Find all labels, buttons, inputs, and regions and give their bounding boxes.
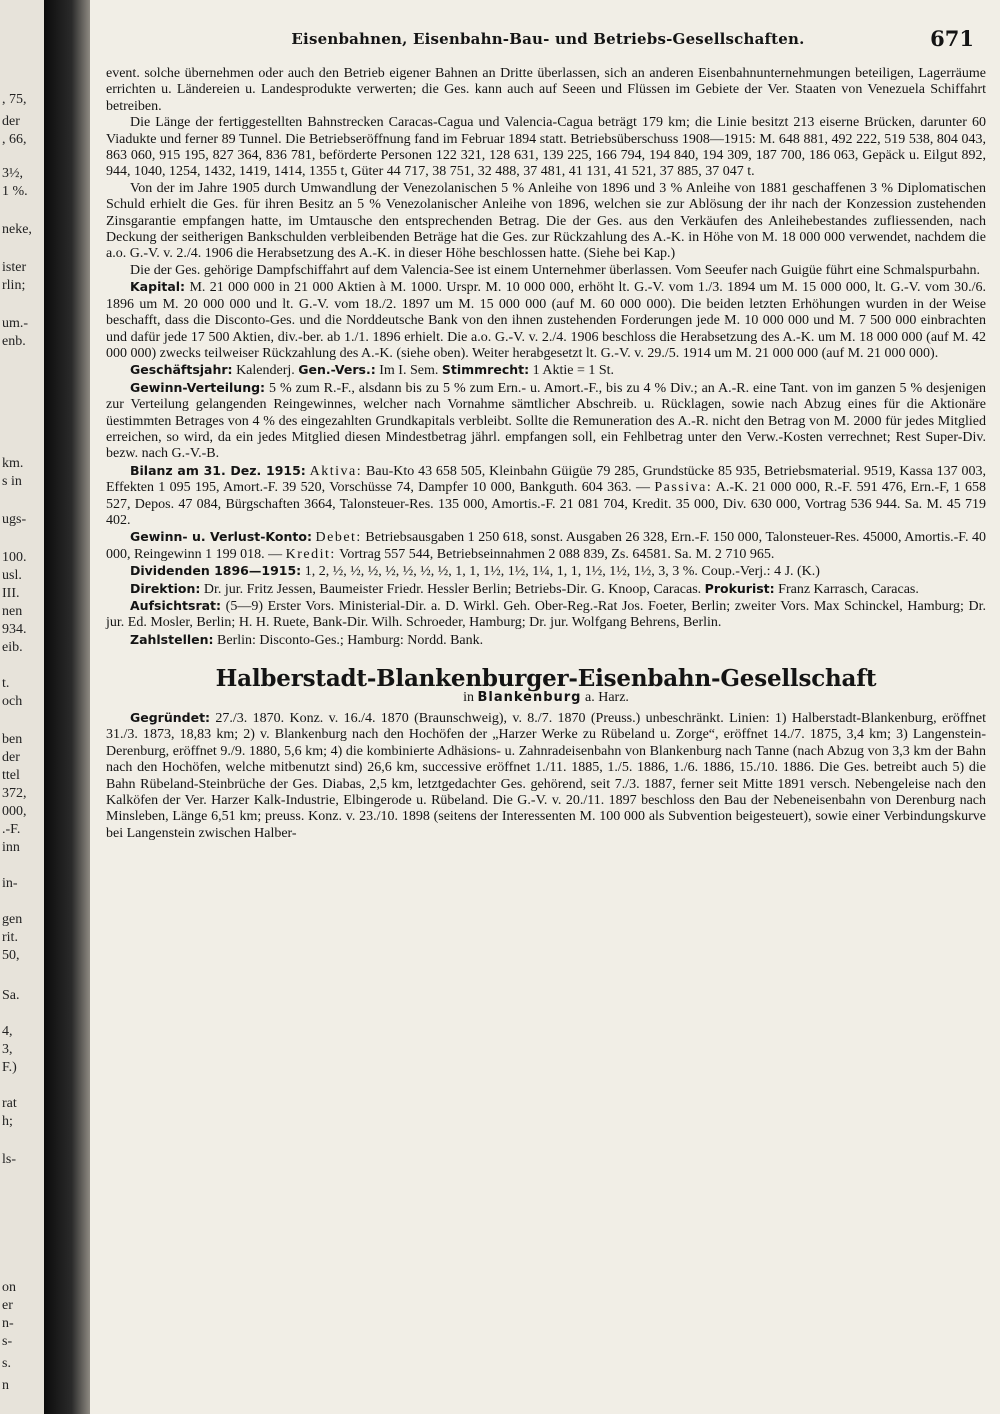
margin-fragment: ls- — [2, 1152, 16, 1167]
document-page — [90, 0, 1000, 1414]
text-direktion: Dr. jur. Fritz Jessen, Baumeister Friedr. Hessler Berlin; Betriebs-Dir. G. Knoop, Caracas. — [203, 581, 702, 597]
word-debet: Debet: — [315, 530, 362, 546]
text-passiva: A.-K. 21 000 000, R.-F. 591 476, Ern.-F, 1 658 527, Depos. 47 084, Bürgschaften 3664, Talonsteuer-Res. 135 000, Amortis.-F. 21 081 704, Kredit. 35 000, Div. 630 000, Vortrag 536 944. Sa. M. 45 719 402. — [106, 480, 987, 528]
label-dividenden: Dividenden 1896—1915: — [130, 563, 302, 579]
margin-fragment: och — [2, 694, 23, 709]
margin-fragment: 3½, — [2, 166, 23, 181]
margin-fragment: 1 %. — [2, 184, 28, 199]
page-body — [106, 66, 986, 842]
left-margin-previous-page — [0, 0, 44, 1414]
paragraph-gewinn-verteilung — [106, 380, 986, 463]
margin-fragment: ister — [2, 260, 27, 275]
margin-fragment: nen — [2, 604, 23, 619]
text-zahlstellen: Berlin: Disconto-Ges.; Hamburg: Nordd. Bank. — [217, 632, 484, 648]
paragraph-direktion — [106, 581, 986, 598]
paragraph-intro: event. solche übernehmen oder auch den Betrieb eigener Bahnen an Dritte überlassen, sich an anderen Eisenbahnunternehmungen beteiligen, Lagerräume errichten u. Ländereien u. Landesprodukte verwerten; die Ges. kann auch auf Seeen und Flüssen im Gebiete der Ver. Staaten von Venezuela Schiffahrt betreiben. — [106, 66, 986, 114]
text-dividenden: 1, 2, ½, ½, ½, ½, ½, ½, ½, 1, 1, 1½, 1½, 1¼, 1, 1, 1½, 1½, 1½, 3, 3 %. Coup.-Verj.: 4 J. (K.) — [304, 564, 820, 580]
paragraph-gegruendet — [106, 710, 986, 842]
paragraph-zahlstellen — [106, 632, 986, 649]
paragraph-aufsichtsrat — [106, 598, 986, 632]
text-gen-vers: Im I. Sem. — [379, 363, 439, 379]
margin-fragment: 934. — [2, 622, 27, 637]
label-kapital: Kapital: — [130, 279, 186, 295]
page-number: 671 — [930, 26, 974, 51]
label-direktion: Direktion: — [130, 580, 201, 596]
margin-fragment: der — [2, 750, 20, 765]
paragraph-laenge: Die Länge der fertiggestellten Bahnstrecken Caracas-Cagua und Valencia-Cagua beträgt 179 km; die Linie besitzt 213 eiserne Brücken, darunter 60 Viadukte und ferner 89 Tunnel. Die Betriebseröffnung fand im Februar 1894 statt. Betriebsüberschuss 1908—1915: M. 648 881, 492 222, 519 538, 804 043, 863 060, 915 195, 827 364, 836 781, beförderte Personen 122 321, 128 631, 139 225, 166 794, 194 840, 194 309, 187 700, 186 063, Gepäck u. Eilgut 892, 944, 1040, 1254, 1432, 1419, 1414, 1355 t, Güter 44 717, 38 751, 32 488, 37 481, 41 131, 41 521, 37 885, 37 047 t. — [106, 115, 986, 180]
label-gewinn-verteilung: Gewinn-Verteilung: — [130, 379, 266, 395]
paragraph-anleihe: Von der im Jahre 1905 durch Umwandlung der Venezolanischen 5 % Anleihe von 1896 und 3 % Anleihe von 1881 geschaffenen 3 % Diplomatischen Schuld erhielt die Ges. für ihren Besitz an 5 % Venezolanischer Anleihe von 1896, welchen sie zur Ablösung der ihr nach der Konzession zustehenden Zinsgarantie empfangen hatte, im Umtausche den entsprechenden Betrag. Die der Ges. aus den Verkäufen des Anleihebestandes zufliessenden, nach Deckung der seitherigen Bankschulden verbleibenden Beträge hat die Ges. zur Rückzahlung des A.-K. in Höhe von M. 18 000 000 verwendet, nachdem die a.o. G.-V. v. 2./4. 1906 die Herabsetzung des A.-K. in dieser Höhe beschlossen hatte. (Siehe bei Kap.) — [106, 180, 986, 262]
label-bilanz: Bilanz am 31. Dez. 1915: — [130, 462, 306, 478]
paragraph-geschaeftsjahr — [106, 362, 986, 379]
label-geschaeftsjahr: Geschäftsjahr: — [130, 362, 233, 378]
book-gutter-shadow — [44, 0, 90, 1414]
margin-fragment: t. — [2, 676, 10, 691]
text-kapital: M. 21 000 000 in 21 000 Aktien à M. 1000. Urspr. M. 10 000 000, erhöht lt. G.-V. vom 1./3. 1894 um M. 15 000 000, lt. G.-V. vom 30./6. 1896 um M. 20 000 000 und lt. G.-V. vom 18./2. 1897 um M. 15 000 000 (auf M. 60 000 000). Die beiden letzten Erhöhungen wurden in der Weise beschafft, dass die Disconto-Ges. und die Norddeutsche Bank von den ihnen zustehenden Forderungen jede M. 10 000 000 und M. 7 500 000 einbrachten und dafür jede 17 500 Aktien, div.-ber. ab 1./1. 1896 erhielt. Die a.o. G.-V. v. 2./4. 1906 beschloss die Herabsetzung des A.-K. um M. 18 000 000 (auf M. 42 000 000) zwecks teilweiser Rückzahlung des A.-K. (siehe oben). Weiter herabgesetzt lt. G.-V. v. 29./5. 1914 um M. 21 000 000 (auf M. 21 000 000). — [106, 280, 986, 361]
margin-fragment: in- — [2, 876, 18, 891]
margin-fragment: eib. — [2, 640, 23, 655]
margin-fragment: inn — [2, 840, 20, 855]
margin-fragment: 372, — [2, 786, 27, 801]
paragraph-kapital — [106, 279, 986, 362]
margin-fragment: , 75, — [2, 92, 27, 107]
margin-fragment: 50, — [2, 948, 20, 963]
margin-fragment: h; — [2, 1114, 13, 1129]
margin-fragment: Sa. — [2, 988, 20, 1003]
company-title-halberstadt: Halberstadt-Blankenburger-Eisenbahn-Gesellschaft — [215, 665, 877, 693]
paragraph-dampfschiffahrt: Die der Ges. gehörige Dampfschiffahrt auf dem Valencia-See ist einem Unternehmer überlassen. Vom Seeufer nach Guigüe führt eine Schmalspurbahn. — [130, 262, 980, 278]
margin-fragment: s in — [2, 474, 22, 489]
text-aktiva: Bau-Kto 43 658 505, Kleinbahn Güigüe 79 285, Grundstücke 85 935, Betriebsmaterial. 9519, Kassa 137 003, Effekten 1 095 195, Amort.-F. 39 520, Vorschüsse 74, Dampfer 10 000, Bankguth. 604 363. — — [106, 463, 987, 496]
margin-fragment: 000, — [2, 804, 27, 819]
paragraph-dividenden — [106, 563, 986, 580]
margin-fragment: ben — [2, 732, 23, 747]
location-in: in — [463, 689, 474, 705]
running-header — [118, 26, 978, 56]
margin-fragment: rat — [2, 1096, 17, 1111]
margin-fragment: neke, — [2, 222, 32, 237]
location-rest: a. Harz. — [585, 689, 629, 705]
margin-fragment: ugs- — [2, 512, 27, 527]
margin-fragment: 3, — [2, 1042, 13, 1057]
margin-fragment: s. — [2, 1356, 11, 1371]
location-city: Blankenburg — [477, 689, 582, 705]
text-debet: Betriebsausgaben 1 250 618, sonst. Ausgaben 26 328, Ern.-F. 150 000, Talonsteuer-Res. 45000, Amortis.-F. 40 000, Reingewinn 1 199 018. — — [106, 530, 987, 562]
margin-fragment: .-F. — [2, 822, 21, 837]
label-prokurist: Prokurist: — [704, 580, 775, 596]
margin-fragment: 100. — [2, 550, 27, 565]
margin-fragment: ttel — [2, 768, 20, 783]
margin-fragment: n- — [2, 1316, 14, 1331]
text-stimmrecht: 1 Aktie = 1 St. — [532, 363, 615, 379]
margin-fragment: usl. — [2, 568, 22, 583]
paragraph-bilanz — [106, 463, 986, 530]
margin-fragment: rlin; — [2, 278, 26, 293]
company-location — [106, 690, 986, 706]
text-geschaeftsjahr: Kalenderj. — [236, 363, 295, 379]
margin-fragment: rit. — [2, 930, 18, 945]
text-prokurist: Franz Karrasch, Caracas. — [778, 581, 919, 597]
word-passiva: Passiva: — [654, 480, 713, 496]
margin-fragment: F.) — [2, 1060, 17, 1075]
margin-fragment: n — [2, 1378, 9, 1393]
text-gewinn-verteilung: 5 % zum R.-F., alsdann bis zu 5 % zum Ern.- u. Amort.-F., bis zu 4 % Div.; an A.-R. eine Tant. von im ganzen 5 % desjenigen zur Verteilung gelangenden Reingewinnes, welcher nach Vornahme sämtlicher Abschreib. u. Rücklagen, sowie nach Abzug eines für die Aktionäre üestimmten Betrages von 4 % des eingezahlten Grundkapitals verbleibt. Sollte die Remuneration des A.-R. nicht den Betrag von M. 2000 für jedes Mitglied erreichen, so wird, da ein jedes Mitglied diesen Mindestbetrag jährl. empfangen soll, ein Fehlbetrag unter den Verw.-Kosten verrechnet; Rest Super-Div. bezw. nach G.-V.-B. — [106, 380, 987, 462]
word-aktiva: Aktiva: — [309, 463, 363, 479]
word-kredit: Kredit: — [285, 546, 336, 562]
margin-fragment: on — [2, 1280, 16, 1295]
label-aufsichtsrat: Aufsichtsrat: — [130, 598, 222, 613]
label-zahlstellen: Zahlstellen: — [130, 631, 214, 647]
margin-fragment: s- — [2, 1334, 13, 1349]
margin-fragment: um.- — [2, 316, 29, 331]
margin-fragment: 4, — [2, 1024, 13, 1039]
margin-fragment: , 66, — [2, 132, 27, 147]
text-aufsichtsrat: (5—9) Erster Vors. Ministerial-Dir. a. D. Wirkl. Geh. Ober-Reg.-Rat Jos. Foeter, Berlin; zweiter Vors. Max Schinckel, Hamburg; Dr. jur. Ed. Mosler, Berlin; H. H. Ruete, Bank-Dir. Wilh. Schroeder, Hamburg; Dr. jur. Wolfgang Behrens, Berlin. — [106, 599, 987, 631]
margin-fragment: der — [2, 114, 20, 129]
label-gegruendet: Gegründet: — [130, 710, 211, 726]
margin-fragment: III. — [2, 586, 20, 601]
margin-fragment: enb. — [2, 334, 26, 349]
margin-fragment: km. — [2, 456, 24, 471]
label-gen-vers: Gen.-Vers.: — [298, 362, 376, 378]
text-gegruendet: 27./3. 1870. Konz. v. 16./4. 1870 (Braunschweig), v. 8./7. 1870 (Preuss.) unbeschränkt. Linien: 1) Halberstadt-Blankenburg, eröffnet 31./3. 1873, 18,83 km; 2) v. Blankenburg nach den Hochöfen der „Harzer Werke zu Rübeland u. Zorge“, eröffnet 14./7. 1875, 3,4 km; 3) Langenstein-Derenburg, eröffnet 9./9. 1880, 5,6 km; 4) die kombinierte Adhäsions- u. Zahnradeisenbahn von Blankenburg nach Tanne (nach Abzug von 3,3 km der Bahn nach den Hochöfen, welche mitbenutzt sind) 26,6 km, successive eröffnet 1./11. 1885, 1./5. 1886, 1./6. 1886, 15./10. 1886. Die Ges. betreibt auch 5) die Bahn Rübeland-Steinbrüche der Ges. Diabas, 2,5 km, letztgedachter Ges. gehörend, seit 7./3. 1887, ferner seit Mitte 1891 versch. Nebengeleise nach den Kalköfen der Ver. Harzer Kalk-Industrie, Elbingerode u. Rübeland. Die G.-V. v. 20./11. 1897 beschloss den Bau der Nebeneisenbahn von Derenburg nach Minsleben, Länge 6,51 km; preuss. Konz. v. 23./10. 1898 (seitens der Interessenten M. 100 000 als Subvention beigesteuert), sowie einer Verbindungskurve bei Langenstein zwischen Halber- — [106, 711, 986, 841]
margin-fragment: er — [2, 1298, 13, 1313]
paragraph-gewinn-verlust — [106, 529, 986, 563]
label-gewinn-verlust: Gewinn- u. Verlust-Konto: — [130, 529, 312, 545]
running-title: Eisenbahnen, Eisenbahn-Bau- und Betriebs-Gesellschaften. — [291, 30, 805, 48]
text-kredit: Vortrag 557 544, Betriebseinnahmen 2 088 839, Zs. 64581. Sa. M. 2 710 965. — [339, 546, 775, 562]
label-stimmrecht: Stimmrecht: — [441, 362, 530, 378]
margin-fragment: gen — [2, 912, 23, 927]
